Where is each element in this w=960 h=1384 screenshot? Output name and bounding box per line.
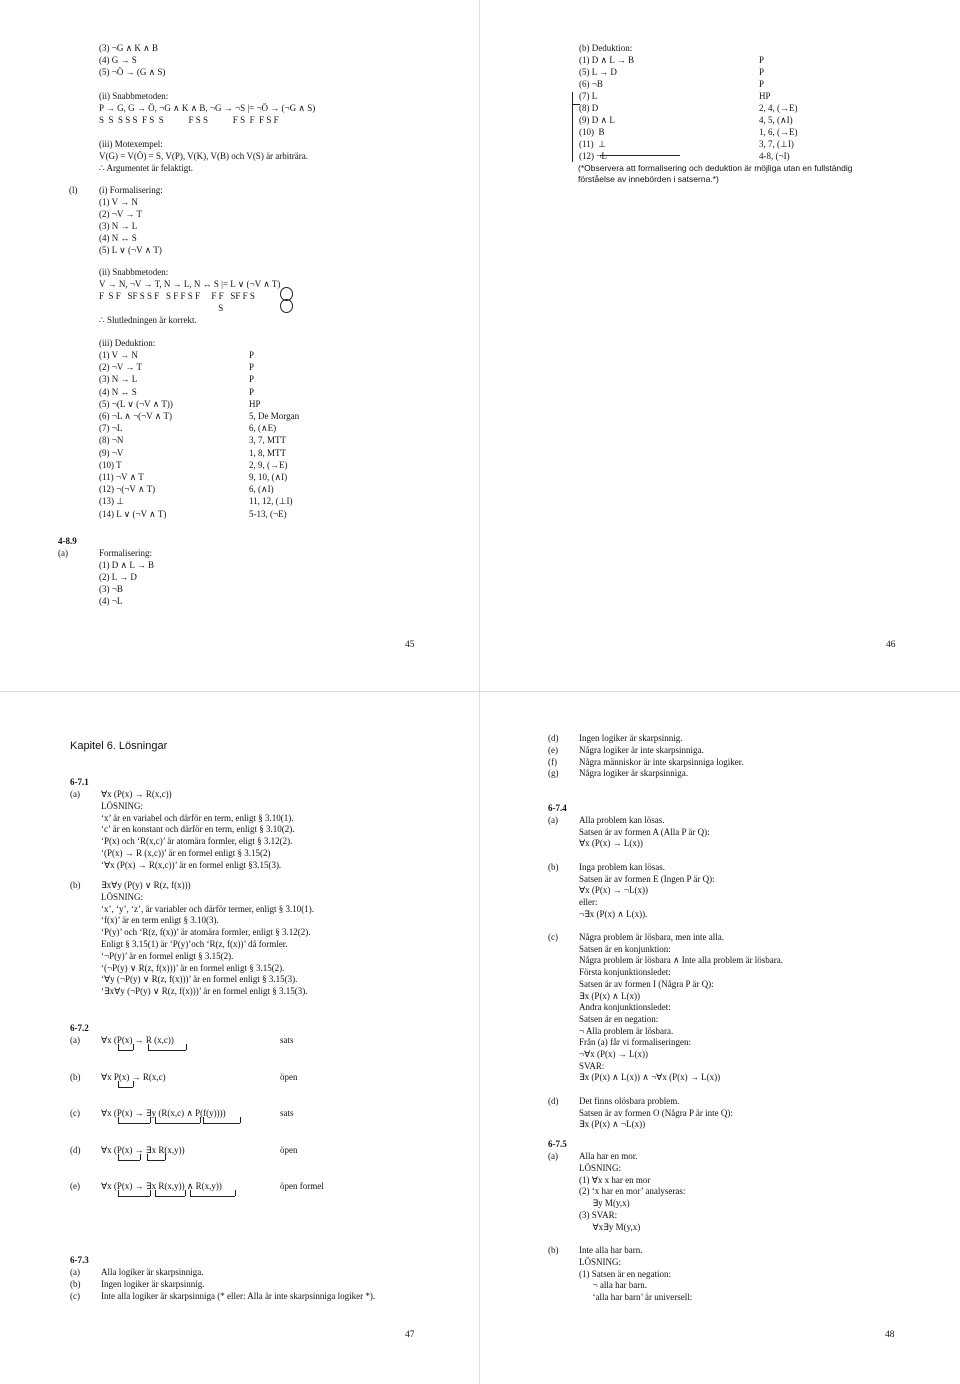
solution-line: Några problem är lösbara, men inte alla. xyxy=(579,932,724,942)
formula-line: (4) N ↔ S xyxy=(99,233,137,243)
scope-line xyxy=(118,1123,150,1124)
scope-tick xyxy=(118,1190,119,1196)
solution-line: ∀x∃y M(y,x) xyxy=(579,1221,641,1232)
scope-tick xyxy=(235,1190,236,1196)
deduktion-title: (b) Deduktion: xyxy=(579,43,633,53)
solution-line: ¬∃x (P(x) ∧ L(x)). xyxy=(579,908,648,919)
item-label: (c) xyxy=(548,932,558,942)
proof-formula: (5) ¬(L ∨ (¬V ∧ T)) xyxy=(99,398,173,409)
text-line: (3) ¬G ∧ K ∧ B xyxy=(99,43,158,53)
sentence: Några människor är inte skarpsinniga logiker. xyxy=(579,756,744,767)
formula-line: (2) L → D xyxy=(99,572,137,582)
formula: ∀x P(x) → R(x,c) xyxy=(101,1071,166,1082)
scope-line xyxy=(155,1196,185,1197)
solution-line: ‘(¬P(y) ∨ R(z, f(x)))’ är en formel enligt § 3.15(2). xyxy=(101,962,285,973)
solution-line: (2) ‘x har en mor’ analyseras: xyxy=(579,1186,686,1197)
solution-line: ∀x (P(x) → R(x,c)) xyxy=(101,789,172,799)
proof-justification: P xyxy=(249,362,255,373)
scope-line xyxy=(118,1196,150,1197)
solution-line: ‘f(x)’ är en term enligt § 3.10(3). xyxy=(101,915,219,926)
scope-tick xyxy=(155,1117,156,1123)
solution-line: Alla har en mor. xyxy=(579,1151,638,1161)
scope-tick xyxy=(165,1154,166,1160)
solution-line: ‘c’ är en konstant och därför en term, enligt § 3.10(2). xyxy=(101,824,295,835)
proof-justification: 3, 7, (⊥I) xyxy=(759,139,794,149)
solution-line: (1) Satsen är en negation: xyxy=(579,1268,671,1279)
item-label: (g) xyxy=(548,768,559,779)
solution-line: ¬∀x (P(x) → L(x)) xyxy=(579,1049,648,1059)
classification: sats xyxy=(280,1035,294,1045)
proof-formula: (3) N → L xyxy=(99,374,138,385)
proof-formula: (8) ¬N xyxy=(99,435,124,446)
item-label: (e) xyxy=(548,744,558,755)
solution-line: Satsen är av formen A (Alla P är Q): xyxy=(579,826,710,837)
proof-justification: P xyxy=(249,386,255,397)
solution-line: Inga problem kan lösas. xyxy=(579,861,665,872)
proof-justification: 6, (∧E) xyxy=(249,423,277,434)
proof-formula: (1) D ∧ L → B xyxy=(579,55,634,65)
proof-formula: (14) L ∨ (¬V ∧ T) xyxy=(99,508,167,519)
scope-tick xyxy=(186,1044,187,1050)
item-label: (b) xyxy=(548,861,559,872)
solution-line: LÖSNING: xyxy=(101,891,143,902)
scope-tick xyxy=(133,1081,134,1087)
scope-tick xyxy=(240,1117,241,1123)
proof-justification: P xyxy=(759,79,765,89)
formula-line: (1) D ∧ L → B xyxy=(99,560,154,570)
proof-justification: P xyxy=(759,55,765,65)
section-6-7-2: 6-7.2 xyxy=(70,1023,89,1033)
text-line: (4) G → S xyxy=(99,55,137,65)
item-label: (f) xyxy=(548,756,557,767)
formula-line: (1) V → N xyxy=(99,197,138,207)
snabb-line: ∴ Slutledningen är korrekt. xyxy=(99,315,197,325)
solution-line: SVAR: xyxy=(579,1060,605,1071)
scope-tick xyxy=(150,1117,151,1123)
solution-line: (3) SVAR: xyxy=(579,1210,618,1220)
text-line: (5) ¬Ö → (G ∧ S) xyxy=(99,67,166,77)
item-label: (b) xyxy=(70,1278,81,1289)
proof-formula: (7) ¬L xyxy=(99,423,123,434)
proof-formula: (8) D xyxy=(579,103,599,113)
exercise-label-l: (l) xyxy=(69,185,78,195)
item-label: (b) xyxy=(548,1245,559,1255)
classification: öpen xyxy=(280,1071,298,1082)
formula-line: (2) ¬V → T xyxy=(99,209,142,219)
proof-justification: 2, 4, (→E) xyxy=(759,103,798,113)
proof-formula: (9) D ∧ L xyxy=(579,115,615,125)
solution-line: Satsen är av formen O (Några P är inte Q): xyxy=(579,1107,733,1118)
scope-tick xyxy=(118,1154,119,1160)
item-label: (a) xyxy=(548,1151,558,1161)
solution-line: Första konjunktionsledet: xyxy=(579,967,671,978)
proof-formula: (11) ¬V ∧ T xyxy=(99,472,144,482)
snabb-line: (ii) Snabbmetoden: xyxy=(99,267,169,277)
item-label: (a) xyxy=(70,1035,80,1045)
scope-tick xyxy=(155,1190,156,1196)
subproof-bar xyxy=(572,92,573,162)
scope-tick xyxy=(148,1044,149,1050)
formula: ∀x (P(x) → R (x,c)) xyxy=(101,1035,174,1045)
proof-formula: (9) ¬V xyxy=(99,447,124,458)
page-46 xyxy=(480,0,960,692)
scope-tick xyxy=(118,1044,119,1050)
subproof-underline xyxy=(600,155,680,156)
text-line: ∴ Argumentet är felaktigt. xyxy=(99,163,194,173)
proof-justification: 9, 10, (∧I) xyxy=(249,472,288,482)
text-line: (iii) Motexempel: xyxy=(99,139,163,149)
solution-line: ‘(P(x) → R (x,c))’ är en formel enligt § 3.15(2) xyxy=(101,848,271,858)
text-line: (ii) Snabbmetoden: xyxy=(99,91,169,101)
scope-tick xyxy=(147,1154,148,1160)
solution-line: ‘P(y)’ och ‘R(z, f(x))’ är atomära formler, enligt § 3.12(2). xyxy=(101,927,311,938)
solution-line: Satsen är en konjunktion: xyxy=(579,943,671,954)
subproof-bar xyxy=(572,104,580,105)
scope-tick xyxy=(190,1190,191,1196)
proof-justification: 2, 9, (→E) xyxy=(249,459,288,470)
solution-line: Andra konjunktionsledet: xyxy=(579,1002,671,1013)
scope-tick xyxy=(118,1117,119,1123)
proof-justification: HP xyxy=(249,398,261,409)
page-48 xyxy=(480,692,960,1384)
scope-line xyxy=(190,1196,235,1197)
proof-formula: (4) N ↔ S xyxy=(99,386,137,397)
solution-line: ‘P(x) och ‘R(x,c)’ är atomära formler, eligt § 3.12(2). xyxy=(101,836,293,847)
sentence: Inte alla logiker är skarpsinniga (* eller: Alla är inte skarpsinniga logiker *). xyxy=(101,1290,376,1301)
solution-line: ¬ Alla problem är lösbara. xyxy=(579,1025,674,1036)
snabb-line: S xyxy=(99,303,224,313)
solution-line: (1) ∀x x har en mor xyxy=(579,1174,651,1185)
solution-line: Det finns olösbara problem. xyxy=(579,1095,680,1106)
text-line: P → G, G → Ö, ¬G ∧ K ∧ B, ¬G → ¬S |= ¬Ö → (¬G ∧ S) xyxy=(99,103,316,113)
item-label: (a) xyxy=(70,1267,80,1277)
formula-line: (3) ¬B xyxy=(99,584,123,594)
sentence: Ingen logiker är skarpsinnig. xyxy=(579,733,683,743)
proof-formula: (11) ⊥ xyxy=(579,139,606,149)
formula-line: (4) ¬L xyxy=(99,596,123,606)
section-6-7-4: 6-7.4 xyxy=(548,803,567,813)
proof-justification: HP xyxy=(759,91,771,101)
solution-line: ‘¬P(y)’ är en formel enligt § 3.15(2). xyxy=(101,950,234,961)
item-label: (a) xyxy=(548,815,558,825)
scope-tick xyxy=(185,1190,186,1196)
scope-line xyxy=(148,1050,186,1051)
proof-justification: 5, De Morgan xyxy=(249,411,300,421)
solution-line: ‘alla har barn’ är universell: xyxy=(579,1292,693,1303)
text-line: V(G) = V(Ö) = S, V(P), V(K), V(B) och V(S) är arbiträra. xyxy=(99,151,309,161)
formula-line: (3) N → L xyxy=(99,221,138,231)
item-label: (c) xyxy=(70,1290,80,1301)
scope-tick xyxy=(203,1117,204,1123)
proof-formula: (10) T xyxy=(99,459,122,470)
solution-line: ∃x (P(x) ∧ ¬L(x)) xyxy=(579,1119,646,1130)
solution-line: ‘∀x (P(x) → R(x,c))’ är en formel enligt §3.15(3). xyxy=(101,859,282,870)
proof-formula: (10) B xyxy=(579,127,605,137)
classification: sats xyxy=(280,1108,294,1118)
page-number: 47 xyxy=(405,1330,415,1340)
solution-line: ∃x∀y (P(y) ∨ R(z, f(x))) xyxy=(101,880,191,890)
proof-formula: (6) ¬L ∧ ¬(¬V ∧ T) xyxy=(99,411,172,421)
classification: öpen xyxy=(280,1144,298,1155)
item-label: (a) xyxy=(70,789,80,799)
item-label: (d) xyxy=(548,1095,559,1106)
solution-line: ∃x (P(x) ∧ L(x)) xyxy=(579,990,641,1001)
proof-formula: (2) ¬V → T xyxy=(99,362,142,373)
sentence: Några logiker är inte skarpsinniga. xyxy=(579,744,704,755)
circle-mark xyxy=(280,299,293,313)
formula: ∀x (P(x) → ∃x R(x,y)) ∧ R(x,y)) xyxy=(101,1181,222,1191)
proof-justification: P xyxy=(759,67,765,77)
exercise-number: 4-8.9 xyxy=(58,536,77,546)
page-47 xyxy=(0,692,480,1384)
sentence: Några logiker är skarpsinniga. xyxy=(579,768,688,779)
scope-tick xyxy=(150,1190,151,1196)
proof-formula: (7) L xyxy=(579,91,598,101)
proof-formula: (13) ⊥ xyxy=(99,496,125,507)
scope-line xyxy=(118,1050,133,1051)
proof-formula: (1) V → N xyxy=(99,350,138,360)
section-6-7-3: 6-7.3 xyxy=(70,1255,89,1265)
proof-formula: (12) ¬L xyxy=(579,151,607,161)
solution-line: LÖSNING: xyxy=(579,1162,621,1173)
proof-formula: (6) ¬B xyxy=(579,79,603,89)
formula-line: (5) L ∨ (¬V ∧ T) xyxy=(99,245,162,255)
solution-line: Några problem är lösbara ∧ Inte alla problem är lösbara. xyxy=(579,955,784,966)
solution-line: ∀x (P(x) → L(x)) xyxy=(579,838,643,849)
proof-justification: 3, 7, MTT xyxy=(249,435,286,446)
solution-line: ‘∀y (¬P(y) ∨ R(z, f(x)))’ är en formel enligt § 3.15(3). xyxy=(101,974,298,985)
scope-line xyxy=(118,1087,133,1088)
proof-formula: (5) L → D xyxy=(579,67,617,77)
solution-line: Satsen är en negation: xyxy=(579,1013,659,1024)
solution-line: LÖSNING: xyxy=(579,1256,621,1267)
scope-tick xyxy=(140,1154,141,1160)
section-6-7-1: 6-7.1 xyxy=(70,777,89,787)
page-45 xyxy=(0,0,480,692)
section-6-7-5: 6-7.5 xyxy=(548,1139,567,1149)
solution-line: ‘x’ är en variabel och därför en term, enligt § 3.10(1). xyxy=(101,812,294,823)
scope-tick xyxy=(200,1117,201,1123)
item-label: (b) xyxy=(70,1071,81,1082)
solution-line: ‘x’, ‘y’, ‘z’, är variabler och därför termer, enligt § 3.10(1). xyxy=(101,903,315,914)
page-number: 48 xyxy=(885,1330,895,1340)
solution-line: ¬ alla har barn. xyxy=(579,1280,648,1291)
solution-line: Inte alla har barn. xyxy=(579,1245,643,1255)
formula: ∀x (P(x) → ∃x R(x,y)) xyxy=(101,1144,185,1155)
item-label: (d) xyxy=(70,1144,81,1155)
proof-justification: P xyxy=(249,374,255,385)
proof-justification: 11, 12, (⊥I) xyxy=(249,496,293,507)
chapter-title: Kapitel 6. Lösningar xyxy=(70,740,168,752)
scope-line xyxy=(118,1160,140,1161)
proof-justification: 1, 6, (→E) xyxy=(759,127,798,137)
scope-tick xyxy=(118,1081,119,1087)
text-line: S S S S S F S S F S S F S F F S F xyxy=(99,115,279,125)
proof-justification: 5-13, (¬E) xyxy=(249,508,287,519)
deduktion-title: (iii) Deduktion: xyxy=(99,338,156,348)
proof-justification: 6, (∧I) xyxy=(249,484,274,495)
solution-line: Enligt § 3.15(1) är ‘P(y)’och ‘R(z, f(x))’ då formler. xyxy=(101,939,288,949)
page-number: 46 xyxy=(886,640,896,650)
item-label: (d) xyxy=(548,733,559,743)
formula-line: Formalisering: xyxy=(99,548,152,558)
scope-tick xyxy=(133,1044,134,1050)
solution-line: LÖSNING: xyxy=(101,800,143,811)
formula: ∀x (P(x) → ∃y (R(x,c) ∧ P(f(y)))) xyxy=(101,1108,226,1118)
note: (*Observera att formalisering och deduktion är möjliga utan en fullständig förståelse av innebörden i satserna.*) xyxy=(578,163,853,184)
solution-line: ∀x (P(x) → ¬L(x)) xyxy=(579,885,648,896)
proof-formula: (12) ¬(¬V ∧ T) xyxy=(99,484,156,495)
proof-justification: P xyxy=(249,350,255,360)
sentence: Alla logiker är skarpsinniga. xyxy=(101,1267,204,1277)
item-label: (c) xyxy=(70,1108,80,1118)
page-number: 45 xyxy=(405,640,415,650)
solution-line: ∃x (P(x) ∧ L(x)) ∧ ¬∀x (P(x) → L(x)) xyxy=(579,1072,721,1083)
solution-line: ∃y M(y,x) xyxy=(579,1198,630,1209)
solution-line: Satsen är av formen I (Några P är Q): xyxy=(579,978,714,989)
proof-justification: 4, 5, (∧I) xyxy=(759,115,793,125)
scope-line xyxy=(203,1123,240,1124)
solution-line: Från (a) får vi formaliseringen: xyxy=(579,1037,691,1048)
scope-line xyxy=(147,1160,165,1161)
scope-line xyxy=(155,1123,200,1124)
snabb-line: F S F SF S S F S F F S F F F SF F S xyxy=(99,291,255,301)
sentence: Ingen logiker är skarpsinnig. xyxy=(101,1278,205,1289)
solution-line: Alla problem kan lösas. xyxy=(579,815,665,825)
exercise-part-a: (a) xyxy=(58,548,68,558)
classification: öpen formel xyxy=(280,1181,324,1191)
solution-line: ‘∃x∀y (¬P(y) ∨ R(z, f(x)))’ är en formel enligt § 3.15(3). xyxy=(101,986,308,997)
proof-justification: 4-8, (¬I) xyxy=(759,151,790,161)
formula-line: (i) Formalisering: xyxy=(99,185,163,195)
solution-line: Satsen är av formen E (Ingen P är Q): xyxy=(579,873,715,884)
proof-justification: 1, 8, MTT xyxy=(249,447,286,458)
item-label: (e) xyxy=(70,1181,80,1191)
item-label: (b) xyxy=(70,880,81,890)
snabb-line: V → N, ¬V → T, N → L, N ↔ S |= L ∨ (¬V ∧ T) xyxy=(99,279,281,289)
solution-line: eller: xyxy=(579,896,598,907)
